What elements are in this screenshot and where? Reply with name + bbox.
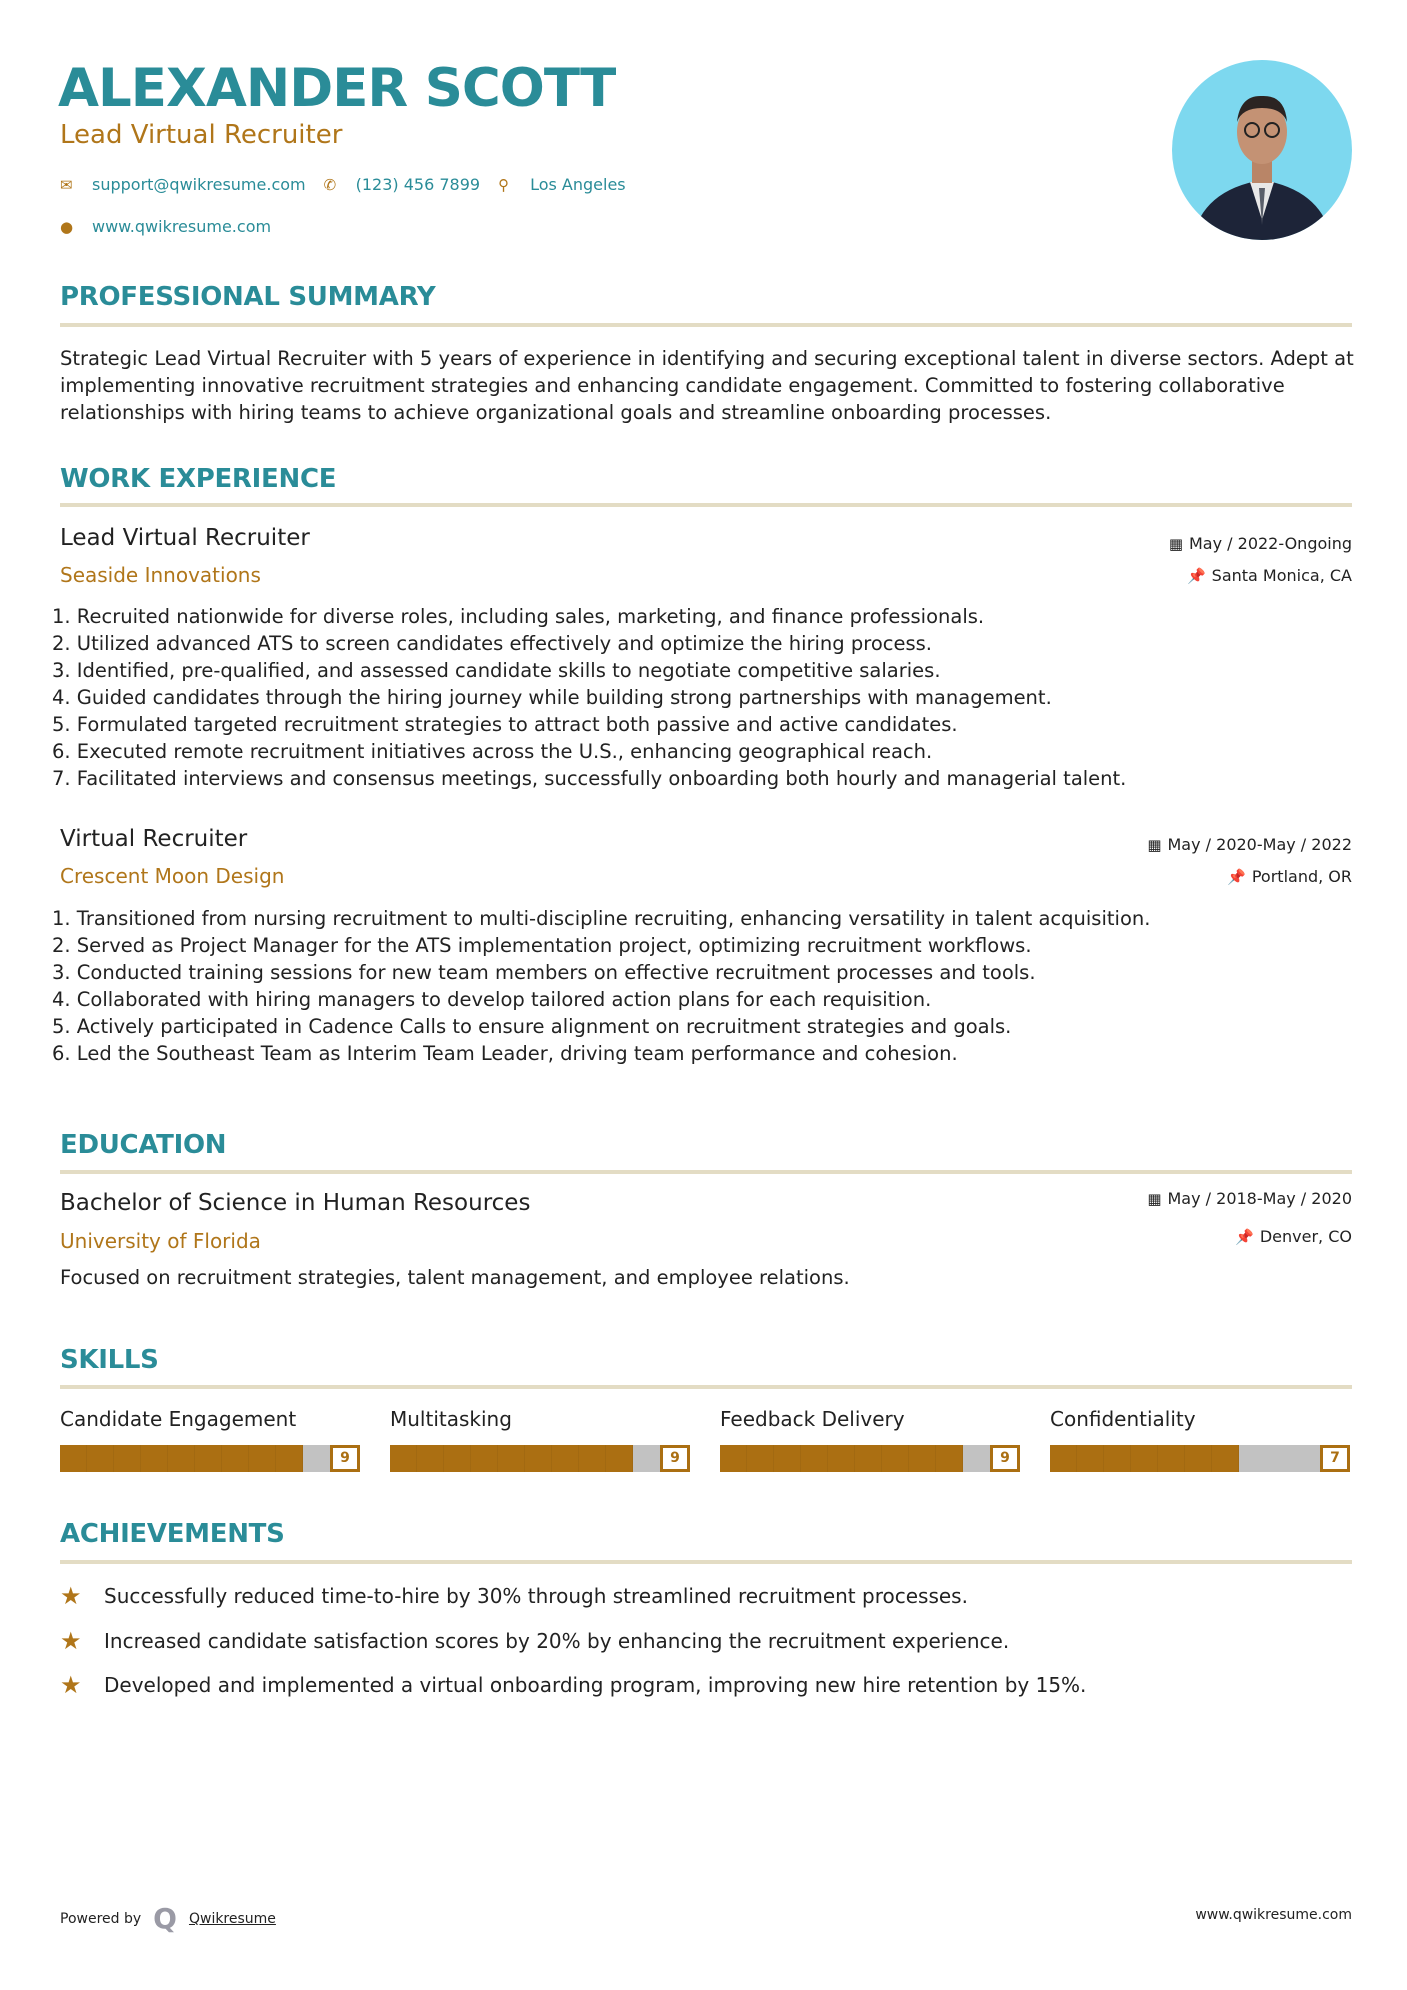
- job-location: [1227, 867, 1352, 886]
- degree: Bachelor of Science in Human Resources: [60, 1190, 531, 1216]
- list-item: 2. Utilized advanced ATS to screen candidates effectively and optimize the hiring process.: [52, 632, 933, 655]
- education-heading: EDUCATION: [60, 1130, 227, 1160]
- skill-item: [390, 1407, 690, 1472]
- job-company: Crescent Moon Design: [60, 864, 285, 888]
- star-icon: ★: [60, 1582, 82, 1610]
- education-location-text: Denver, CO: [1259, 1227, 1352, 1246]
- job-company: Seaside Innovations: [60, 563, 261, 587]
- calendar-icon: ▦: [1147, 1190, 1162, 1208]
- education-location: [1235, 1227, 1352, 1246]
- list-item: 4. Collaborated with hiring managers to develop tailored action plans for each requisition.: [52, 988, 932, 1011]
- list-item: 3. Identified, pre-qualified, and assessed candidate skills to negotiate competitive salaries.: [52, 659, 941, 682]
- contact-row: [60, 175, 626, 194]
- job-bullets: [52, 905, 1372, 1067]
- phone-icon: ✆: [323, 175, 337, 194]
- skill-name: Feedback Delivery: [720, 1407, 905, 1431]
- divider: [60, 1170, 1352, 1174]
- experience-heading: WORK EXPERIENCE: [60, 464, 337, 494]
- skill-name: Candidate Engagement: [60, 1407, 297, 1431]
- skill-name: Confidentiality: [1050, 1407, 1196, 1431]
- list-item: 3. Conducted training sessions for new team members on effective recruitment processes and tools.: [52, 961, 1036, 984]
- candidate-title: Lead Virtual Recruiter: [60, 120, 343, 150]
- skill-score: 9: [990, 1445, 1020, 1472]
- school: University of Florida: [60, 1229, 261, 1253]
- calendar-icon: ▦: [1168, 535, 1183, 553]
- list-item: 1. Recruited nationwide for diverse roles, including sales, marketing, and finance professionals.: [52, 605, 985, 628]
- job-title: Virtual Recruiter: [60, 826, 248, 852]
- summary-text: Strategic Lead Virtual Recruiter with 5 years of experience in identifying and securing exceptional talent in diverse sectors. Adept at implementing innovative recruitment strategies and enhancing candidate engagement. Committed to fostering collaborative relationships with hiring teams to achieve organizational goals and streamline onboarding processes.: [60, 347, 1354, 424]
- brand-link[interactable]: Qwikresume: [188, 1911, 276, 1927]
- achievement-item: [60, 1627, 1009, 1655]
- job-location-text: Santa Monica, CA: [1211, 566, 1352, 585]
- skills-list: [60, 1407, 1350, 1472]
- email-link[interactable]: support@qwikresume.com: [92, 175, 306, 194]
- divider: [60, 503, 1352, 507]
- star-icon: ★: [60, 1671, 82, 1699]
- skill-item: [60, 1407, 360, 1472]
- education-dates-text: May / 2018-May / 2020: [1167, 1189, 1352, 1208]
- divider: [60, 323, 1352, 327]
- pushpin-icon: 📌: [1186, 567, 1206, 585]
- candidate-name: ALEXANDER SCOTT: [58, 58, 616, 119]
- skill-bar: [720, 1445, 1020, 1472]
- list-item: 5. Actively participated in Cadence Calls to ensure alignment on recruitment strategies and goals.: [52, 1015, 1012, 1038]
- skill-bar: [60, 1445, 360, 1472]
- divider: [60, 1385, 1352, 1389]
- skill-name: Multitasking: [390, 1407, 512, 1431]
- education-dates: [1147, 1189, 1352, 1208]
- globe-icon: ●: [60, 217, 74, 236]
- star-icon: ★: [60, 1627, 82, 1655]
- skill-score: 9: [660, 1445, 690, 1472]
- qwikresume-logo-icon: Q: [153, 1902, 177, 1935]
- list-item: 4. Guided candidates through the hiring journey while building strong partnerships with management.: [52, 686, 1052, 709]
- skill-fill: [390, 1445, 633, 1472]
- list-item: 5. Formulated targeted recruitment strategies to attract both passive and active candidates.: [52, 713, 958, 736]
- achievement-text: Developed and implemented a virtual onboarding program, improving new hire retention by 15%.: [104, 1673, 1087, 1697]
- pushpin-icon: 📌: [1227, 868, 1246, 886]
- website-row: [60, 217, 271, 236]
- education-description: Focused on recruitment strategies, talent management, and employee relations.: [60, 1266, 850, 1289]
- skill-item: [1050, 1407, 1350, 1472]
- location-pin-icon: ⚲: [498, 175, 510, 194]
- skill-fill: [1050, 1445, 1239, 1472]
- divider: [60, 1560, 1352, 1564]
- achievement-item: [60, 1582, 968, 1610]
- powered-by-label: Powered by: [60, 1911, 142, 1927]
- job-dates-text: May / 2020-May / 2022: [1167, 835, 1352, 854]
- skill-fill: [720, 1445, 963, 1472]
- job-location-text: Portland, OR: [1251, 867, 1352, 886]
- email-icon: ✉: [60, 175, 73, 194]
- job-dates-text: May / 2022-Ongoing: [1189, 534, 1352, 553]
- skill-fill: [60, 1445, 303, 1472]
- skill-bar: [390, 1445, 690, 1472]
- summary-heading: PROFESSIONAL SUMMARY: [60, 282, 436, 312]
- job-bullets: [52, 603, 1372, 792]
- calendar-icon: ▦: [1147, 836, 1162, 854]
- footer-website[interactable]: www.qwikresume.com: [1195, 1907, 1352, 1923]
- skill-item: [720, 1407, 1020, 1472]
- job-location: [1187, 566, 1352, 585]
- achievement-text: Increased candidate satisfaction scores by 20% by enhancing the recruitment experience.: [104, 1629, 1010, 1653]
- location-text: Los Angeles: [530, 175, 626, 194]
- list-item: 1. Transitioned from nursing recruitment to multi-discipline recruiting, enhancing versatility in talent acquisition.: [52, 907, 1151, 930]
- list-item: 6. Led the Southeast Team as Interim Team Leader, driving team performance and cohesion.: [52, 1042, 958, 1065]
- footer-left: [60, 1902, 276, 1935]
- profile-photo: [1172, 60, 1352, 240]
- list-item: 7. Facilitated interviews and consensus meetings, successfully onboarding both hourly and managerial talent.: [52, 767, 1127, 790]
- job-dates: [1147, 835, 1352, 854]
- achievement-item: [60, 1671, 1086, 1699]
- skill-bar: [1050, 1445, 1350, 1472]
- achievements-heading: ACHIEVEMENTS: [60, 1519, 285, 1549]
- skills-heading: SKILLS: [60, 1345, 159, 1375]
- skill-score: 7: [1320, 1445, 1350, 1472]
- pushpin-icon: 📌: [1235, 1228, 1254, 1246]
- job-title: Lead Virtual Recruiter: [60, 525, 310, 551]
- list-item: 2. Served as Project Manager for the ATS implementation project, optimizing recruitment workflows.: [52, 934, 1032, 957]
- phone-text: (123) 456 7899: [355, 175, 481, 194]
- achievement-text: Successfully reduced time-to-hire by 30% through streamlined recruitment processes.: [104, 1584, 968, 1608]
- list-item: 6. Executed remote recruitment initiatives across the U.S., enhancing geographical reach.: [52, 740, 933, 763]
- website-link[interactable]: www.qwikresume.com: [92, 217, 272, 236]
- skill-score: 9: [330, 1445, 360, 1472]
- job-dates: [1169, 534, 1352, 553]
